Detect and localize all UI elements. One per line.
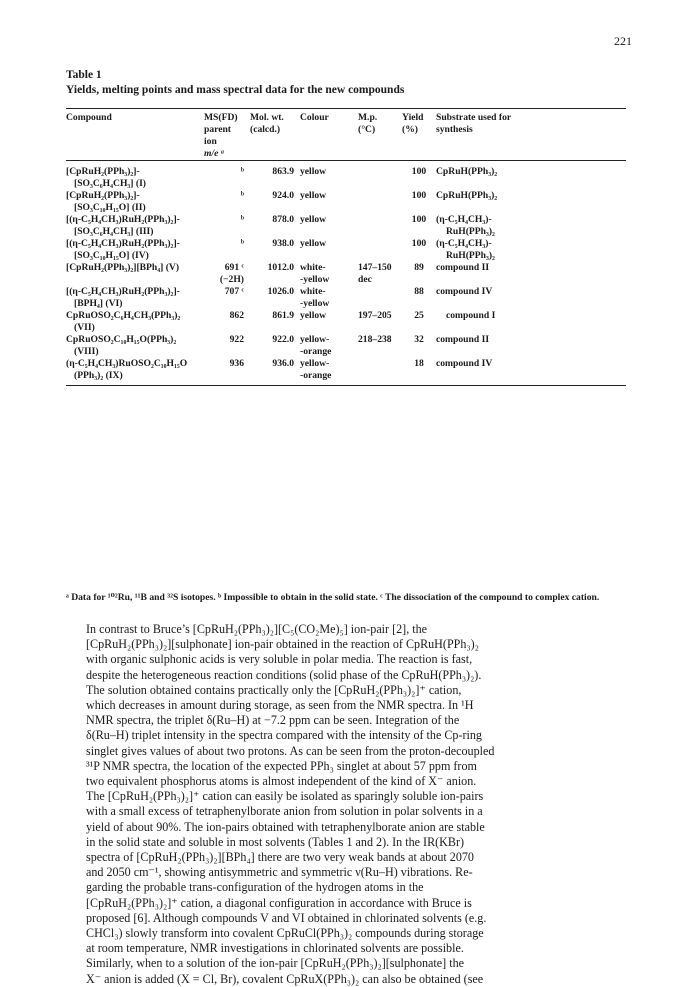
cell-substrate-line: RuH(PPh₃)₂	[446, 226, 495, 237]
cell-molwt	[250, 286, 300, 310]
table-row	[66, 238, 626, 262]
cell-molwt	[250, 238, 300, 262]
cell-ms-line: ᵇ	[240, 190, 244, 201]
cell-compound-line: CpRuOSO₂C₆H₄CH₃(PPh₃)₂	[66, 310, 181, 321]
cell-ms	[204, 334, 250, 358]
cell-molwt-line: 938.0	[272, 238, 294, 249]
cell-molwt-line: 1026.0	[267, 286, 294, 297]
header-ms-line: ion	[204, 136, 217, 147]
cell-molwt-line: 861.9	[272, 310, 294, 321]
cell-mp	[358, 262, 402, 286]
page-number: 221	[614, 34, 632, 48]
article-body	[66, 622, 632, 987]
cell-colour	[300, 358, 358, 386]
cell-colour-line: yellow	[300, 238, 327, 249]
cell-substrate	[436, 262, 626, 286]
cell-colour	[300, 238, 358, 262]
paragraph-1	[66, 622, 632, 789]
text-line: proposed [6]. Although compounds V and VI obtained in chlorinated solvents (e.g.	[86, 910, 487, 925]
cell-yield-line: 100	[411, 166, 427, 177]
text-line: in the solid state and soluble in most solvents (Tables 1 and 2). In the IR(KBr)	[86, 834, 465, 849]
header-yield-line: Yield	[402, 112, 424, 123]
header-yield	[402, 109, 436, 161]
cell-colour-line: yellow	[300, 166, 327, 177]
cell-molwt	[250, 310, 300, 334]
cell-substrate-line: (η-C₅H₄CH₃)-	[436, 214, 492, 225]
cell-colour-line: white-	[300, 262, 326, 273]
cell-yield-line: 32	[414, 334, 424, 345]
header-molwt	[250, 109, 300, 161]
cell-colour	[300, 286, 358, 310]
text-line: singlet gives values of about two protons. As can be seen from the proton-decoupled	[86, 743, 495, 758]
cell-compound	[66, 286, 204, 310]
cell-yield	[402, 286, 436, 310]
table-row	[66, 310, 626, 334]
table-row	[66, 334, 626, 358]
text-line: two equivalent phosphorus atoms is almost independent of the kind of X⁻ anion.	[86, 774, 477, 789]
cell-colour-line: yellow	[300, 214, 327, 225]
cell-yield	[402, 190, 436, 214]
table-row	[66, 358, 626, 386]
cell-yield	[402, 358, 436, 386]
cell-molwt-line: 863.9	[272, 166, 294, 177]
cell-yield-line: 25	[414, 310, 424, 321]
cell-molwt	[250, 358, 300, 386]
cell-ms-line: ᵇ	[240, 166, 244, 177]
header-yield-line: (%)	[402, 124, 418, 135]
cell-compound	[66, 190, 204, 214]
table-caption	[66, 68, 404, 98]
cell-ms	[204, 262, 250, 286]
paragraph-3	[66, 956, 632, 986]
cell-mp	[358, 161, 402, 191]
cell-compound-line: CpRuOSO₂C₁₀H₁₅O(PPh₃)₂	[66, 334, 177, 345]
cell-substrate-line: compound II	[436, 262, 490, 273]
cell-compound	[66, 334, 204, 358]
text-line: NMR spectra, the triplet δ(Ru–H) at −7.2 ppm can be seen. Integration of the	[86, 713, 460, 728]
cell-yield	[402, 238, 436, 262]
header-mp-line: (°C)	[358, 124, 376, 135]
cell-substrate-line: (η-C₅H₄CH₃)-	[436, 238, 492, 249]
cell-substrate-line: CpRuH(PPh₃)₂	[436, 190, 498, 201]
header-substrate	[436, 109, 626, 161]
cell-yield-line: 100	[411, 214, 427, 225]
cell-compound-line: (VIII)	[74, 346, 99, 357]
cell-colour	[300, 214, 358, 238]
table-row	[66, 190, 626, 214]
cell-substrate	[436, 161, 626, 191]
header-molwt-line: Mol. wt.	[250, 112, 284, 123]
cell-yield-line: 100	[411, 190, 427, 201]
cell-compound-line: [SO₃C₆H₄CH₃] (I)	[74, 178, 146, 189]
text-line: despite the heterogeneous reaction conditions (solid phase of the CpRuH(PPh₃)₂).	[86, 667, 482, 682]
cell-ms	[204, 161, 250, 191]
header-ms-line: parent	[204, 124, 232, 135]
cell-compound-line: [(η-C₅H₄CH₃)RuH₂(PPh₃)₂]-	[66, 214, 180, 225]
compound-data-table	[66, 108, 626, 386]
header-ms	[204, 109, 250, 161]
cell-substrate	[436, 214, 626, 238]
table-body	[66, 161, 626, 386]
text-line: at room temperature, NMR investigations in chlorinated solvents are possible.	[86, 941, 464, 956]
cell-yield	[402, 161, 436, 191]
cell-molwt-line: 878.0	[272, 214, 294, 225]
cell-colour	[300, 161, 358, 191]
text-line: with a small excess of tetraphenylborate anion from solution in polar solvents in a	[86, 804, 483, 819]
cell-compound-line: [SO₃C₁₀H₁₅O] (IV)	[74, 250, 149, 261]
cell-compound-line: [SO₃C₆H₄CH₃] (III)	[74, 226, 154, 237]
cell-yield	[402, 214, 436, 238]
cell-ms-line: 691 ᶜ	[224, 262, 244, 273]
cell-colour-line: yellow-	[300, 358, 330, 369]
cell-compound	[66, 238, 204, 262]
cell-mp	[358, 214, 402, 238]
header-substrate-line: synthesis	[436, 124, 473, 135]
cell-colour-line: -yellow	[300, 298, 330, 309]
header-ms-line: MS(FD)	[204, 112, 238, 123]
header-ms-line: m/e ᵃ	[204, 148, 224, 159]
cell-ms	[204, 358, 250, 386]
cell-mp-line: 147–150	[358, 262, 392, 273]
text-line: yield of about 90%. The ion-pairs obtained with tetraphenylborate anion are stable	[86, 819, 485, 834]
header-molwt-line: (calcd.)	[250, 124, 281, 135]
header-compound: Compound	[66, 109, 204, 161]
text-line: which decreases in amount during storage, as seen from the NMR spectra. In ¹H	[86, 698, 474, 713]
cell-molwt	[250, 334, 300, 358]
cell-molwt	[250, 161, 300, 191]
text-line: The solution obtained contains practically only the [CpRuH₂(PPh₃)₂]⁺ cation,	[86, 682, 462, 697]
cell-compound-line: (η-C₅H₄CH₃)RuOSO₂C₁₀H₁₅O	[66, 358, 188, 369]
cell-substrate-line: compound I	[446, 310, 496, 321]
cell-substrate-line: RuH(PPh₃)₂	[446, 250, 495, 261]
table-row	[66, 214, 626, 238]
cell-substrate	[436, 358, 626, 386]
cell-compound-line: [CpRuH₂(PPh₃)₂]-	[66, 190, 140, 201]
cell-colour-line: yellow	[300, 310, 327, 321]
cell-colour-line: white-	[300, 286, 326, 297]
text-line: Similarly, when to a solution of the ion-pair [CpRuH₂(PPh₃)₂][sulphonate] the	[86, 956, 464, 971]
cell-colour-line: yellow-	[300, 334, 330, 345]
cell-ms	[204, 190, 250, 214]
cell-ms	[204, 238, 250, 262]
header-mp-line: M.p.	[358, 112, 378, 123]
cell-mp	[358, 334, 402, 358]
cell-ms	[204, 214, 250, 238]
text-line: X⁻ anion is added (X = Cl, Br), covalent CpRuX(PPh₃)₂ can also be obtained (see	[86, 971, 484, 986]
cell-yield	[402, 310, 436, 334]
cell-ms-line: ᵇ	[240, 238, 244, 249]
cell-mp-line: dec	[358, 274, 372, 285]
cell-substrate-line: compound II	[436, 334, 490, 345]
cell-substrate-line: CpRuH(PPh₃)₂	[436, 166, 498, 177]
cell-compound-line: [(η-C₅H₄CH₃)RuH₂(PPh₃)₂]-	[66, 286, 180, 297]
cell-colour	[300, 334, 358, 358]
table-title: Yields, melting points and mass spectral data for the new compounds	[66, 84, 405, 96]
table-label: Table 1	[66, 69, 102, 81]
cell-yield-line: 18	[414, 358, 424, 369]
header-colour: Colour	[300, 109, 358, 161]
cell-molwt	[250, 214, 300, 238]
table-row	[66, 262, 626, 286]
table-header-row	[66, 109, 626, 161]
cell-ms	[204, 310, 250, 334]
text-line: spectra of [CpRuH₂(PPh₃)₂][BPh₄] there are two very weak bands at about 2070	[86, 850, 474, 865]
cell-colour-line: yellow	[300, 190, 327, 201]
cell-substrate	[436, 286, 626, 310]
cell-ms-line: (−2H)	[219, 274, 244, 285]
cell-ms-line: 922	[229, 334, 244, 345]
table-row	[66, 161, 626, 191]
header-mp	[358, 109, 402, 161]
table-footnote: ᵃ Data for ¹⁰²Ru, ¹¹B and ³²S isotopes. ᵇ Impossible to obtain in the solid state. ᶜ The dissociation of the compound to complex cation.	[66, 592, 600, 603]
cell-compound-line: (VII)	[74, 322, 95, 333]
cell-colour-line: -orange	[300, 370, 332, 381]
cell-ms-line: ᵇ	[240, 214, 244, 225]
cell-mp	[358, 190, 402, 214]
cell-yield	[402, 334, 436, 358]
cell-mp-line: 218–238	[358, 334, 392, 345]
cell-ms-line: 936	[229, 358, 244, 369]
cell-substrate	[436, 190, 626, 214]
cell-ms-line: 862	[229, 310, 244, 321]
cell-molwt	[250, 262, 300, 286]
text-line: garding the probable trans-configuration of the hydrogen atoms in the	[86, 880, 424, 895]
cell-substrate-line: compound IV	[436, 286, 493, 297]
cell-mp	[358, 238, 402, 262]
cell-compound-line: [(η-C₅H₄CH₃)RuH₂(PPh₃)₂]-	[66, 238, 180, 249]
text-line: [CpRuH₂(PPh₃)₂][sulphonate] ion-pair obtained in the reaction of CpRuH(PPh₃)₂	[86, 637, 479, 652]
cell-compound	[66, 161, 204, 191]
cell-colour-line: -yellow	[300, 274, 330, 285]
cell-substrate	[436, 334, 626, 358]
text-line: and 2050 cm⁻¹, showing antisymmetric and symmetric ν(Ru–H) vibrations. Re-	[86, 865, 473, 880]
cell-compound-line: [SO₃C₁₀H₁₅O] (II)	[74, 202, 146, 213]
cell-yield-line: 88	[414, 286, 424, 297]
cell-substrate	[436, 238, 626, 262]
header-substrate-line: Substrate used for	[436, 112, 512, 123]
cell-compound	[66, 262, 204, 286]
cell-substrate-line: compound IV	[436, 358, 493, 369]
cell-colour	[300, 190, 358, 214]
text-line: [CpRuH₂(PPh₃)₂]⁺ cation, a diagonal configuration in accordance with Bruce is	[86, 895, 472, 910]
cell-molwt-line: 924.0	[272, 190, 294, 201]
cell-compound-line: [CpRuH₂(PPh₃)₂][BPh₄] (V)	[66, 262, 180, 273]
cell-mp	[358, 286, 402, 310]
cell-mp-line: 197–205	[358, 310, 392, 321]
text-line: The [CpRuH₂(PPh₃)₂]⁺ cation can easily be isolated as sparingly soluble ion-pairs	[86, 789, 484, 804]
cell-mp	[358, 310, 402, 334]
cell-compound	[66, 214, 204, 238]
cell-colour	[300, 310, 358, 334]
cell-yield-line: 89	[414, 262, 424, 273]
cell-yield-line: 100	[411, 238, 427, 249]
text-line: with organic sulphonic acids is very soluble in polar media. The reaction is fast,	[86, 652, 473, 667]
text-line: In contrast to Bruce’s [CpRuH₂(PPh₃)₂][C₅(CO₂Me)₅] ion-pair [2], the	[86, 622, 428, 636]
text-line: δ(Ru–H) triplet intensity in the spectra compared with the intensity of the Cp-ring	[86, 728, 482, 743]
cell-compound-line: [BPH₄] (VI)	[74, 298, 123, 309]
cell-molwt	[250, 190, 300, 214]
cell-compound-line: [CpRuH₂(PPh₃)₂]-	[66, 166, 140, 177]
text-line: ³¹P NMR spectra, the location of the expected PPh₃ singlet at about 57 ppm from	[86, 758, 477, 773]
cell-colour	[300, 262, 358, 286]
cell-mp	[358, 358, 402, 386]
cell-ms-line: 707 ᶜ	[224, 286, 244, 297]
table-row	[66, 286, 626, 310]
cell-compound-line: (PPh₃)₂ (IX)	[74, 370, 123, 381]
cell-substrate	[436, 310, 626, 334]
cell-molwt-line: 922.0	[272, 334, 294, 345]
cell-colour-line: -orange	[300, 346, 332, 357]
cell-compound	[66, 358, 204, 386]
cell-molwt-line: 936.0	[272, 358, 294, 369]
cell-ms	[204, 286, 250, 310]
cell-molwt-line: 1012.0	[267, 262, 294, 273]
cell-compound	[66, 310, 204, 334]
cell-yield	[402, 262, 436, 286]
text-line: CHCl₃) slowly transform into covalent CpRuCl(PPh₃)₂ compounds during storage	[86, 926, 484, 941]
paragraph-2	[66, 789, 632, 956]
